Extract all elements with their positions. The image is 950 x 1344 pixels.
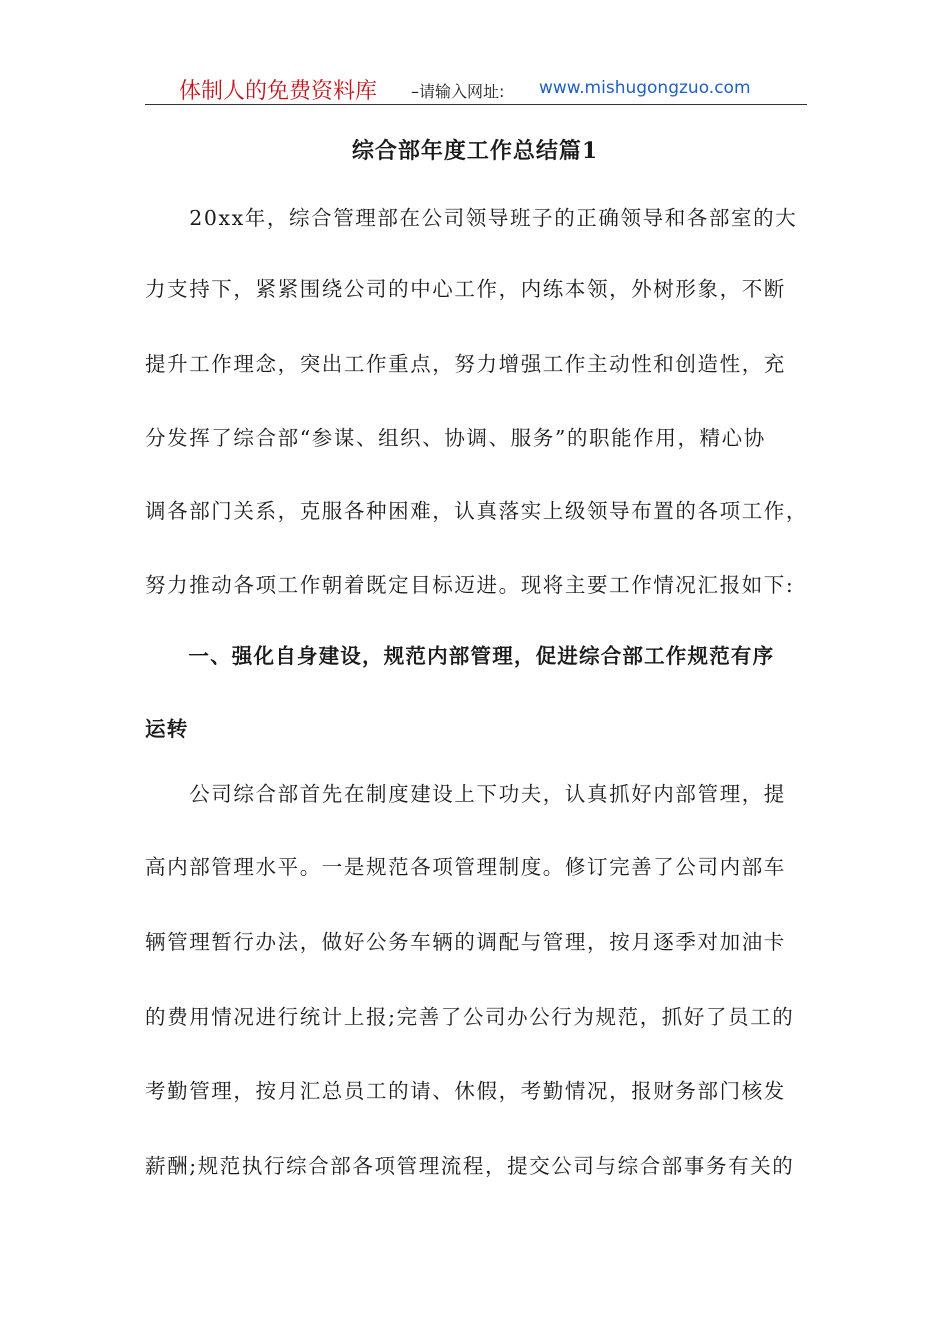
body-line: 20xx年，综合管理部在公司领导班子的正确领导和各部室的大 <box>145 206 798 230</box>
body-line: 薪酬;规范执行综合部各项管理流程，提交公司与综合部事务有关的 <box>145 1154 795 1178</box>
header-brand: 体制人的免费资料库 <box>179 79 378 104</box>
section-heading-line: 运转 <box>145 717 189 741</box>
body-line: 调各部门关系，克服各种困难，认真落实上级领导布置的各项工作， <box>145 499 808 523</box>
body-line: 的费用情况进行统计上报;完善了公司办公行为规范，抓好了员工的 <box>145 1005 795 1029</box>
document-title: 综合部年度工作总结篇1 <box>351 138 599 164</box>
body-line: 考勤管理，按月汇总员工的请、休假，考勤情况，报财务部门核发 <box>145 1079 786 1103</box>
section-heading-line: 一、强化自身建设，规范内部管理，促进综合部工作规范有序 <box>145 644 775 668</box>
header-prompt: –请输入网址: <box>411 82 505 101</box>
page-header <box>145 72 807 105</box>
body-line: 公司综合部首先在制度建设上下功夫，认真抓好内部管理，提 <box>145 782 786 806</box>
body-line: 提升工作理念，突出工作重点，努力增强工作主动性和创造性，充 <box>145 352 786 376</box>
body-line: 高内部管理水平。一是规范各项管理制度。修订完善了公司内部车 <box>145 855 786 879</box>
body-line: 分发挥了综合部“参谋、组织、协调、服务”的职能作用，精心协 <box>145 426 766 450</box>
header-url-link[interactable]: www.mishugongzuo.com <box>539 78 751 98</box>
body-line: 力支持下，紧紧围绕公司的中心工作，内练本领，外树形象，不断 <box>145 277 786 301</box>
body-line: 努力推动各项工作朝着既定目标迈进。现将主要工作情况汇报如下: <box>145 573 795 597</box>
body-line: 辆管理暂行办法，做好公务车辆的调配与管理，按月逐季对加油卡 <box>145 930 786 954</box>
